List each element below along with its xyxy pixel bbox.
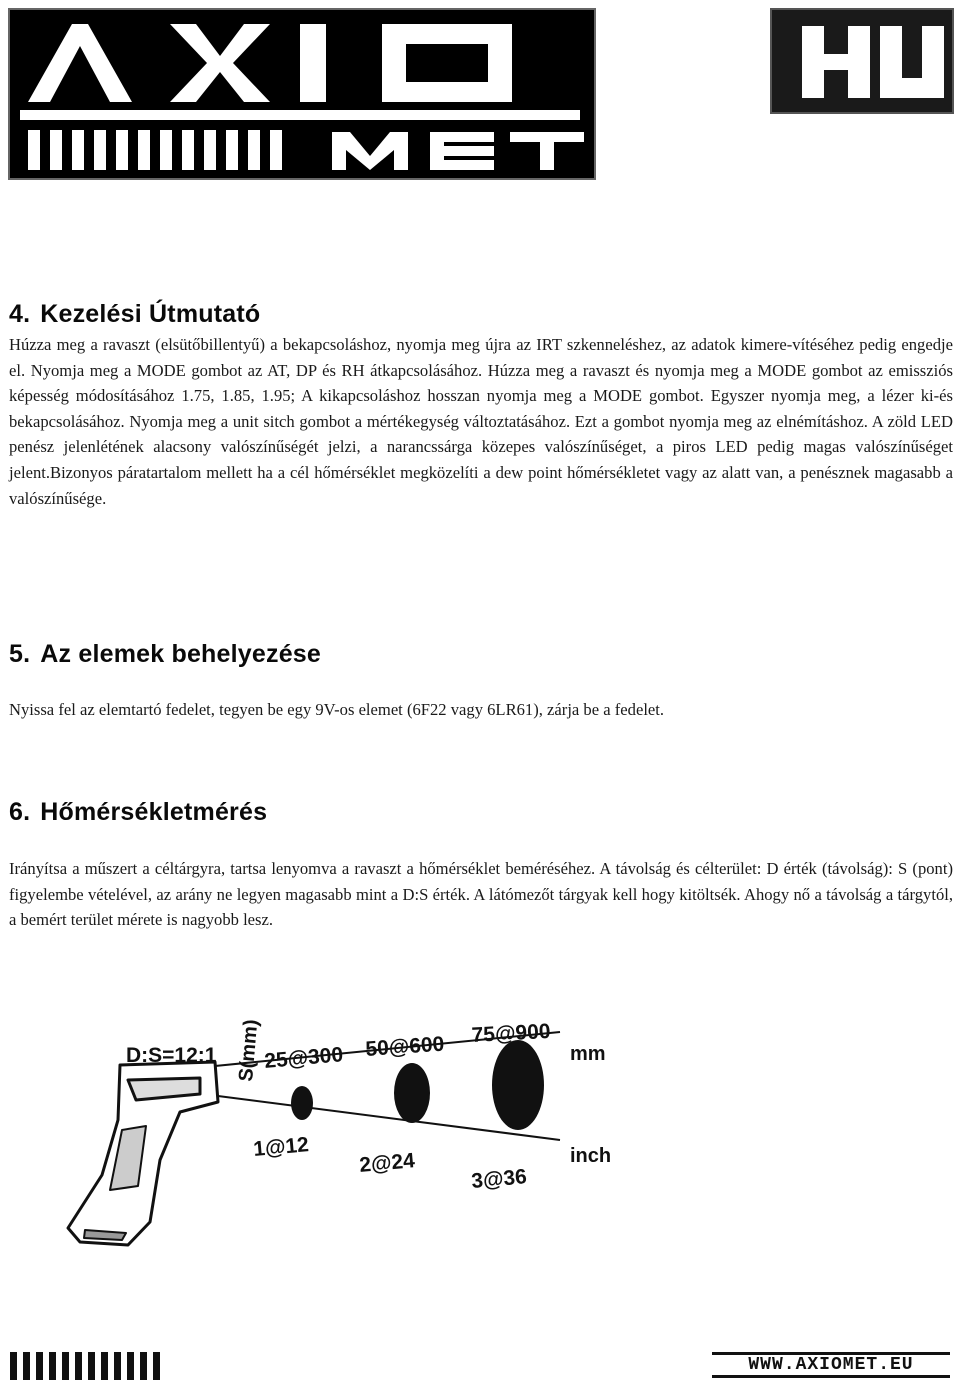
axis-label: S(mm) bbox=[235, 1018, 263, 1083]
spot-small bbox=[291, 1086, 313, 1120]
language-badge bbox=[770, 8, 954, 114]
spot-label-inch: 3@36 bbox=[470, 1165, 528, 1193]
distance-to-spot-diagram bbox=[40, 990, 640, 1265]
section-paragraph: Irányítsa a műszert a céltárgyra, tartsa lenyomva a ravaszt a hőmérséklet beméréséhez. A távolság és célterület: D érték (távolság): S (pont) figyelembe vételével, az arány ne legyen magasabb mint a D:S érték. A látómezőt tárgyak kell hogy kitöltsék. Ahogy nő a távolság a tárgytól, a bemért terület mérete is nagyobb lesz. bbox=[9, 859, 953, 930]
section-heading-5 bbox=[9, 640, 321, 669]
ratio-label: D:S=12:1 bbox=[126, 1044, 217, 1067]
spot-label-mm: 75@900 bbox=[471, 1019, 552, 1047]
section-paragraph: Nyissa fel az elemtartó fedelet, tegyen be egy 9V-os elemet (6F22 vagy 6LR61), zárja be a fedelet. bbox=[9, 700, 665, 719]
section-title: Hőmérsékletmérés bbox=[40, 798, 268, 826]
thermometer-gun-icon bbox=[68, 1062, 218, 1245]
section-heading-4 bbox=[9, 300, 260, 329]
spot-medium bbox=[394, 1063, 430, 1123]
section-title: Kezelési Útmutató bbox=[40, 300, 261, 328]
footer-bars-decoration bbox=[10, 1352, 160, 1385]
section-number: 6. bbox=[9, 798, 31, 826]
axiomet-logo bbox=[8, 8, 596, 180]
spot-label-inch: 2@24 bbox=[358, 1149, 416, 1177]
section-number: 4. bbox=[9, 300, 31, 328]
spot-label-mm: 50@600 bbox=[364, 1032, 446, 1061]
spot-large bbox=[492, 1040, 544, 1130]
spot-label-inch: 1@12 bbox=[252, 1133, 310, 1161]
section-title: Az elemek behelyezése bbox=[40, 640, 322, 668]
footer-website-url: WWW.AXIOMET.EU bbox=[712, 1352, 950, 1378]
unit-mm-label: mm bbox=[570, 1043, 606, 1065]
section-heading-6 bbox=[9, 798, 267, 827]
section-number: 5. bbox=[9, 640, 31, 668]
unit-inch-label: inch bbox=[570, 1145, 612, 1167]
section-paragraph: Húzza meg a ravaszt (elsütőbillentyű) a bekapcsoláshoz, nyomja meg újra az IRT szkenneléshez, az adatok kimere-vítéséhez pedig engedje el. Nyomja meg a MODE gombot az AT, DP és RH átkapcsolásához. Húzza meg a ravaszt és nyomja meg a MODE gombot az emissziós képesség módosításához 1.75, 1.85, 1.95; A kikapcsoláshoz hosszan nyomja meg a MODE gombot. Egyszer nyomja meg, a lézer ki-és bekapcsolásához. Nyomja meg a unit sitch gombot a mértékegység változtatásához. Ezt a gombot nyomja meg az elnémításhoz. A zöld LED penész jelenlétének alacsony valószínűségét jelzi, a narancssárga közepes valószínűséget, a piros LED pedig magas valószínűséget jelent.Bizonyos páratartalom mellett ha a cél hőmérséklet megközelíti a dew point hőmérsékletet vagy az alatt van, a penésznek magasabb a valószínűsége. bbox=[9, 335, 953, 508]
spot-label-mm: 25@300 bbox=[263, 1043, 345, 1073]
